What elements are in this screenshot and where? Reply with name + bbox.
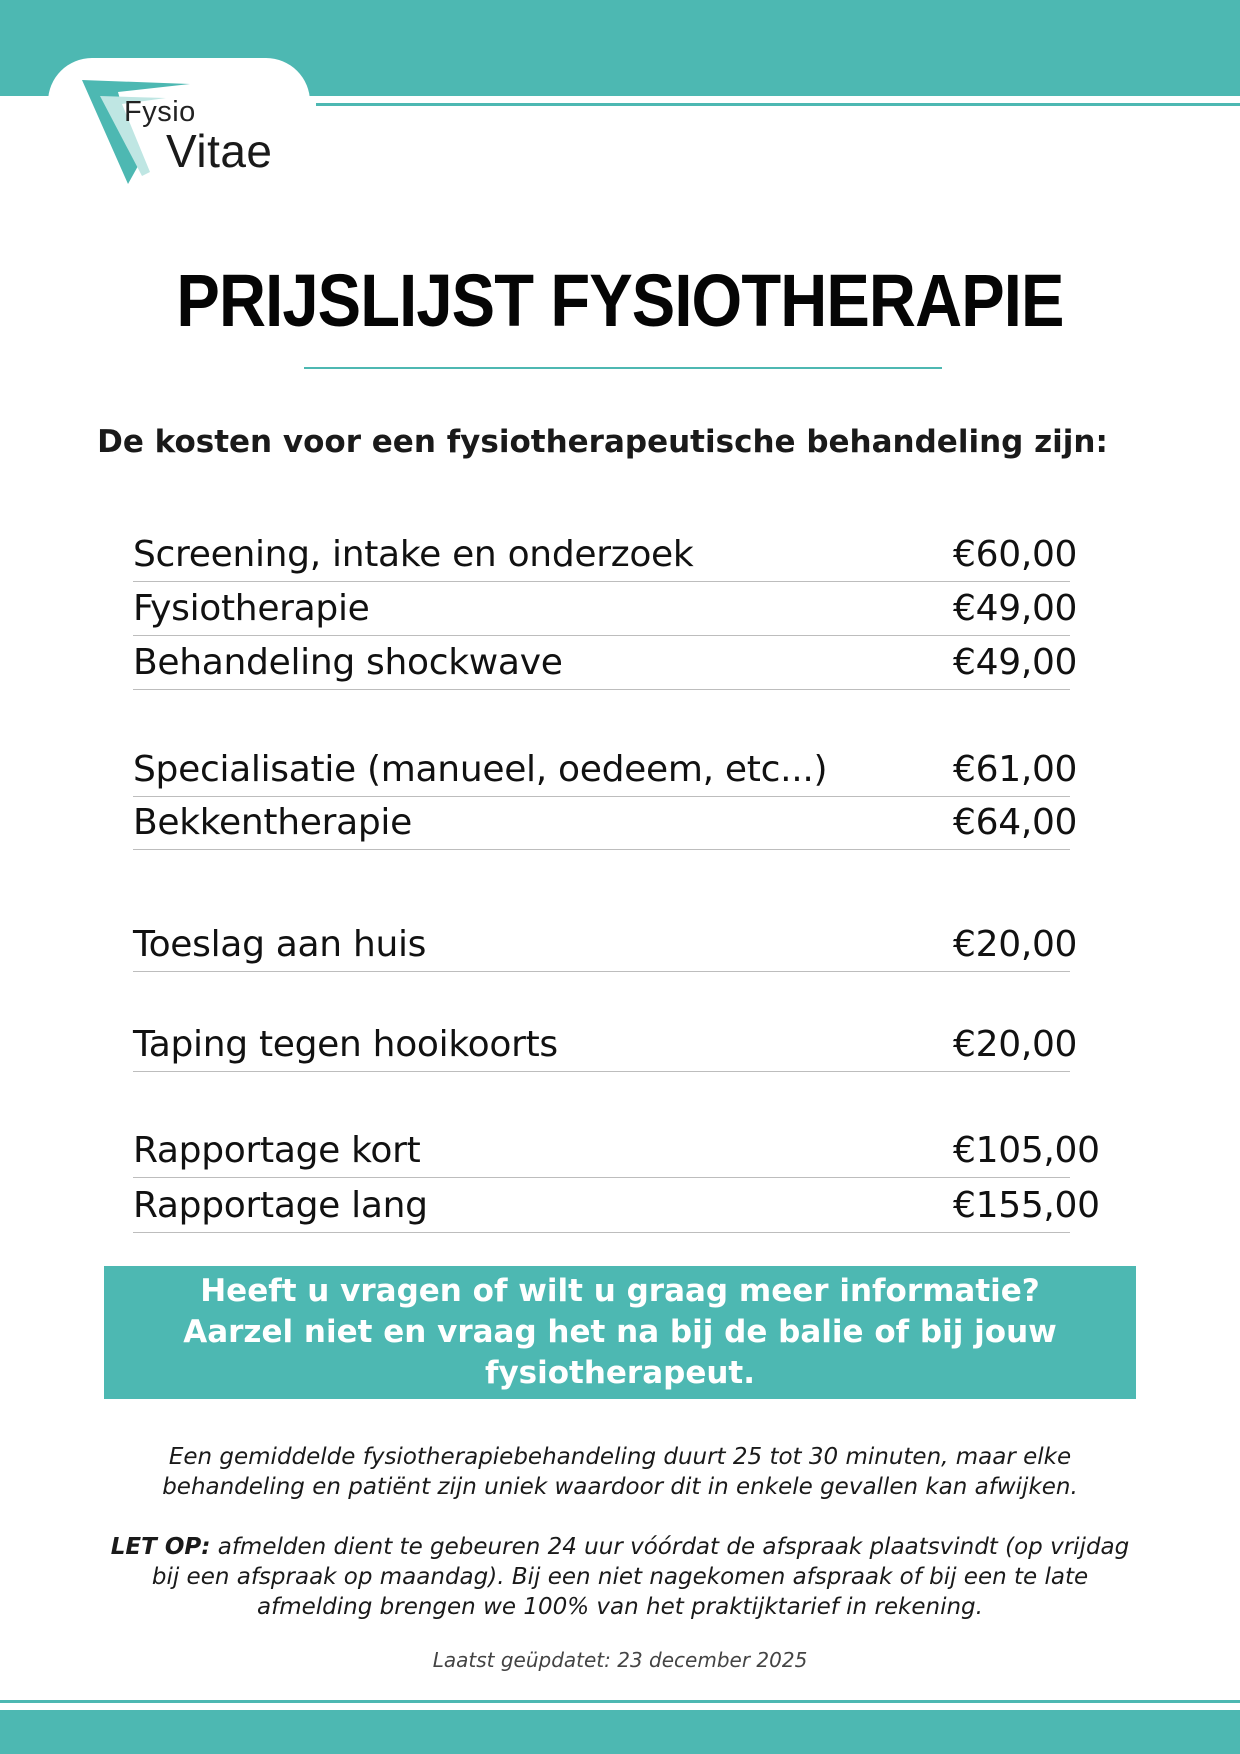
info-text: Heeft u vragen of wilt u graag meer informatie? Aarzel niet en vraag het na bij de balie of bij jouw fysiotherapeut. [183, 1273, 1057, 1391]
logo-text-vitae: Vitae [166, 125, 273, 177]
price-label: Taping tegen hooikoorts [133, 1024, 558, 1065]
price-value: €20,00 [953, 1024, 1078, 1065]
cancellation-note-label: LET OP: [110, 1534, 211, 1560]
price-value: €49,00 [953, 642, 1078, 683]
price-row [133, 581, 1078, 636]
price-label: Screening, intake en onderzoek [133, 534, 694, 575]
price-value: €20,00 [953, 924, 1078, 965]
price-value: €105,00 [953, 1130, 1100, 1171]
price-value: €61,00 [953, 749, 1078, 790]
duration-note: Een gemiddelde fysiotherapiebehandeling duurt 25 tot 30 minuten, maar elke behandeling en patiënt zijn uniek waardoor dit in enkele gevallen kan afwijken. [162, 1444, 1078, 1500]
price-row [133, 742, 1078, 797]
price-label: Rapportage kort [133, 1130, 421, 1171]
title-divider [304, 367, 942, 369]
last-updated: Laatst geüpdatet: 23 december 2025 [432, 1648, 808, 1672]
intro-text: De kosten voor een fysiotherapeutische behandeling zijn: [97, 424, 1108, 460]
price-row [133, 1123, 1100, 1178]
price-label: Fysiotherapie [133, 588, 370, 629]
cancellation-note [110, 1532, 1130, 1622]
price-value: €60,00 [953, 534, 1078, 575]
price-row [133, 1178, 1100, 1233]
logo-text-fysio: Fysio [124, 96, 196, 128]
footer-line [0, 1700, 1240, 1703]
price-row [133, 527, 1078, 582]
price-label: Bekkentherapie [133, 802, 412, 843]
footer-band [0, 1710, 1240, 1754]
page-title: PRIJSLIJST FYSIOTHERAPIE [176, 259, 1064, 342]
cancellation-note-text: afmelden dient te gebeuren 24 uur vóórdat de afspraak plaatsvindt (op vrijdag bij een afspraak op maandag). Bij een niet nagekomen afspraak of bij een te late afmelding brengen we 100% van het praktijktarief in rekening. [151, 1534, 1130, 1620]
price-label: Rapportage lang [133, 1185, 428, 1226]
price-value: €49,00 [953, 588, 1078, 629]
price-label: Toeslag aan huis [133, 924, 427, 965]
price-value: €155,00 [953, 1185, 1100, 1226]
price-label: Specialisatie (manueel, oedeem, etc...) [133, 749, 828, 790]
price-label: Behandeling shockwave [133, 642, 563, 683]
price-row [133, 917, 1078, 972]
price-row [133, 1017, 1078, 1072]
header-line [316, 103, 1240, 106]
price-row [133, 635, 1078, 690]
info-box [104, 1266, 1136, 1399]
price-row [133, 795, 1078, 850]
price-value: €64,00 [953, 802, 1078, 843]
